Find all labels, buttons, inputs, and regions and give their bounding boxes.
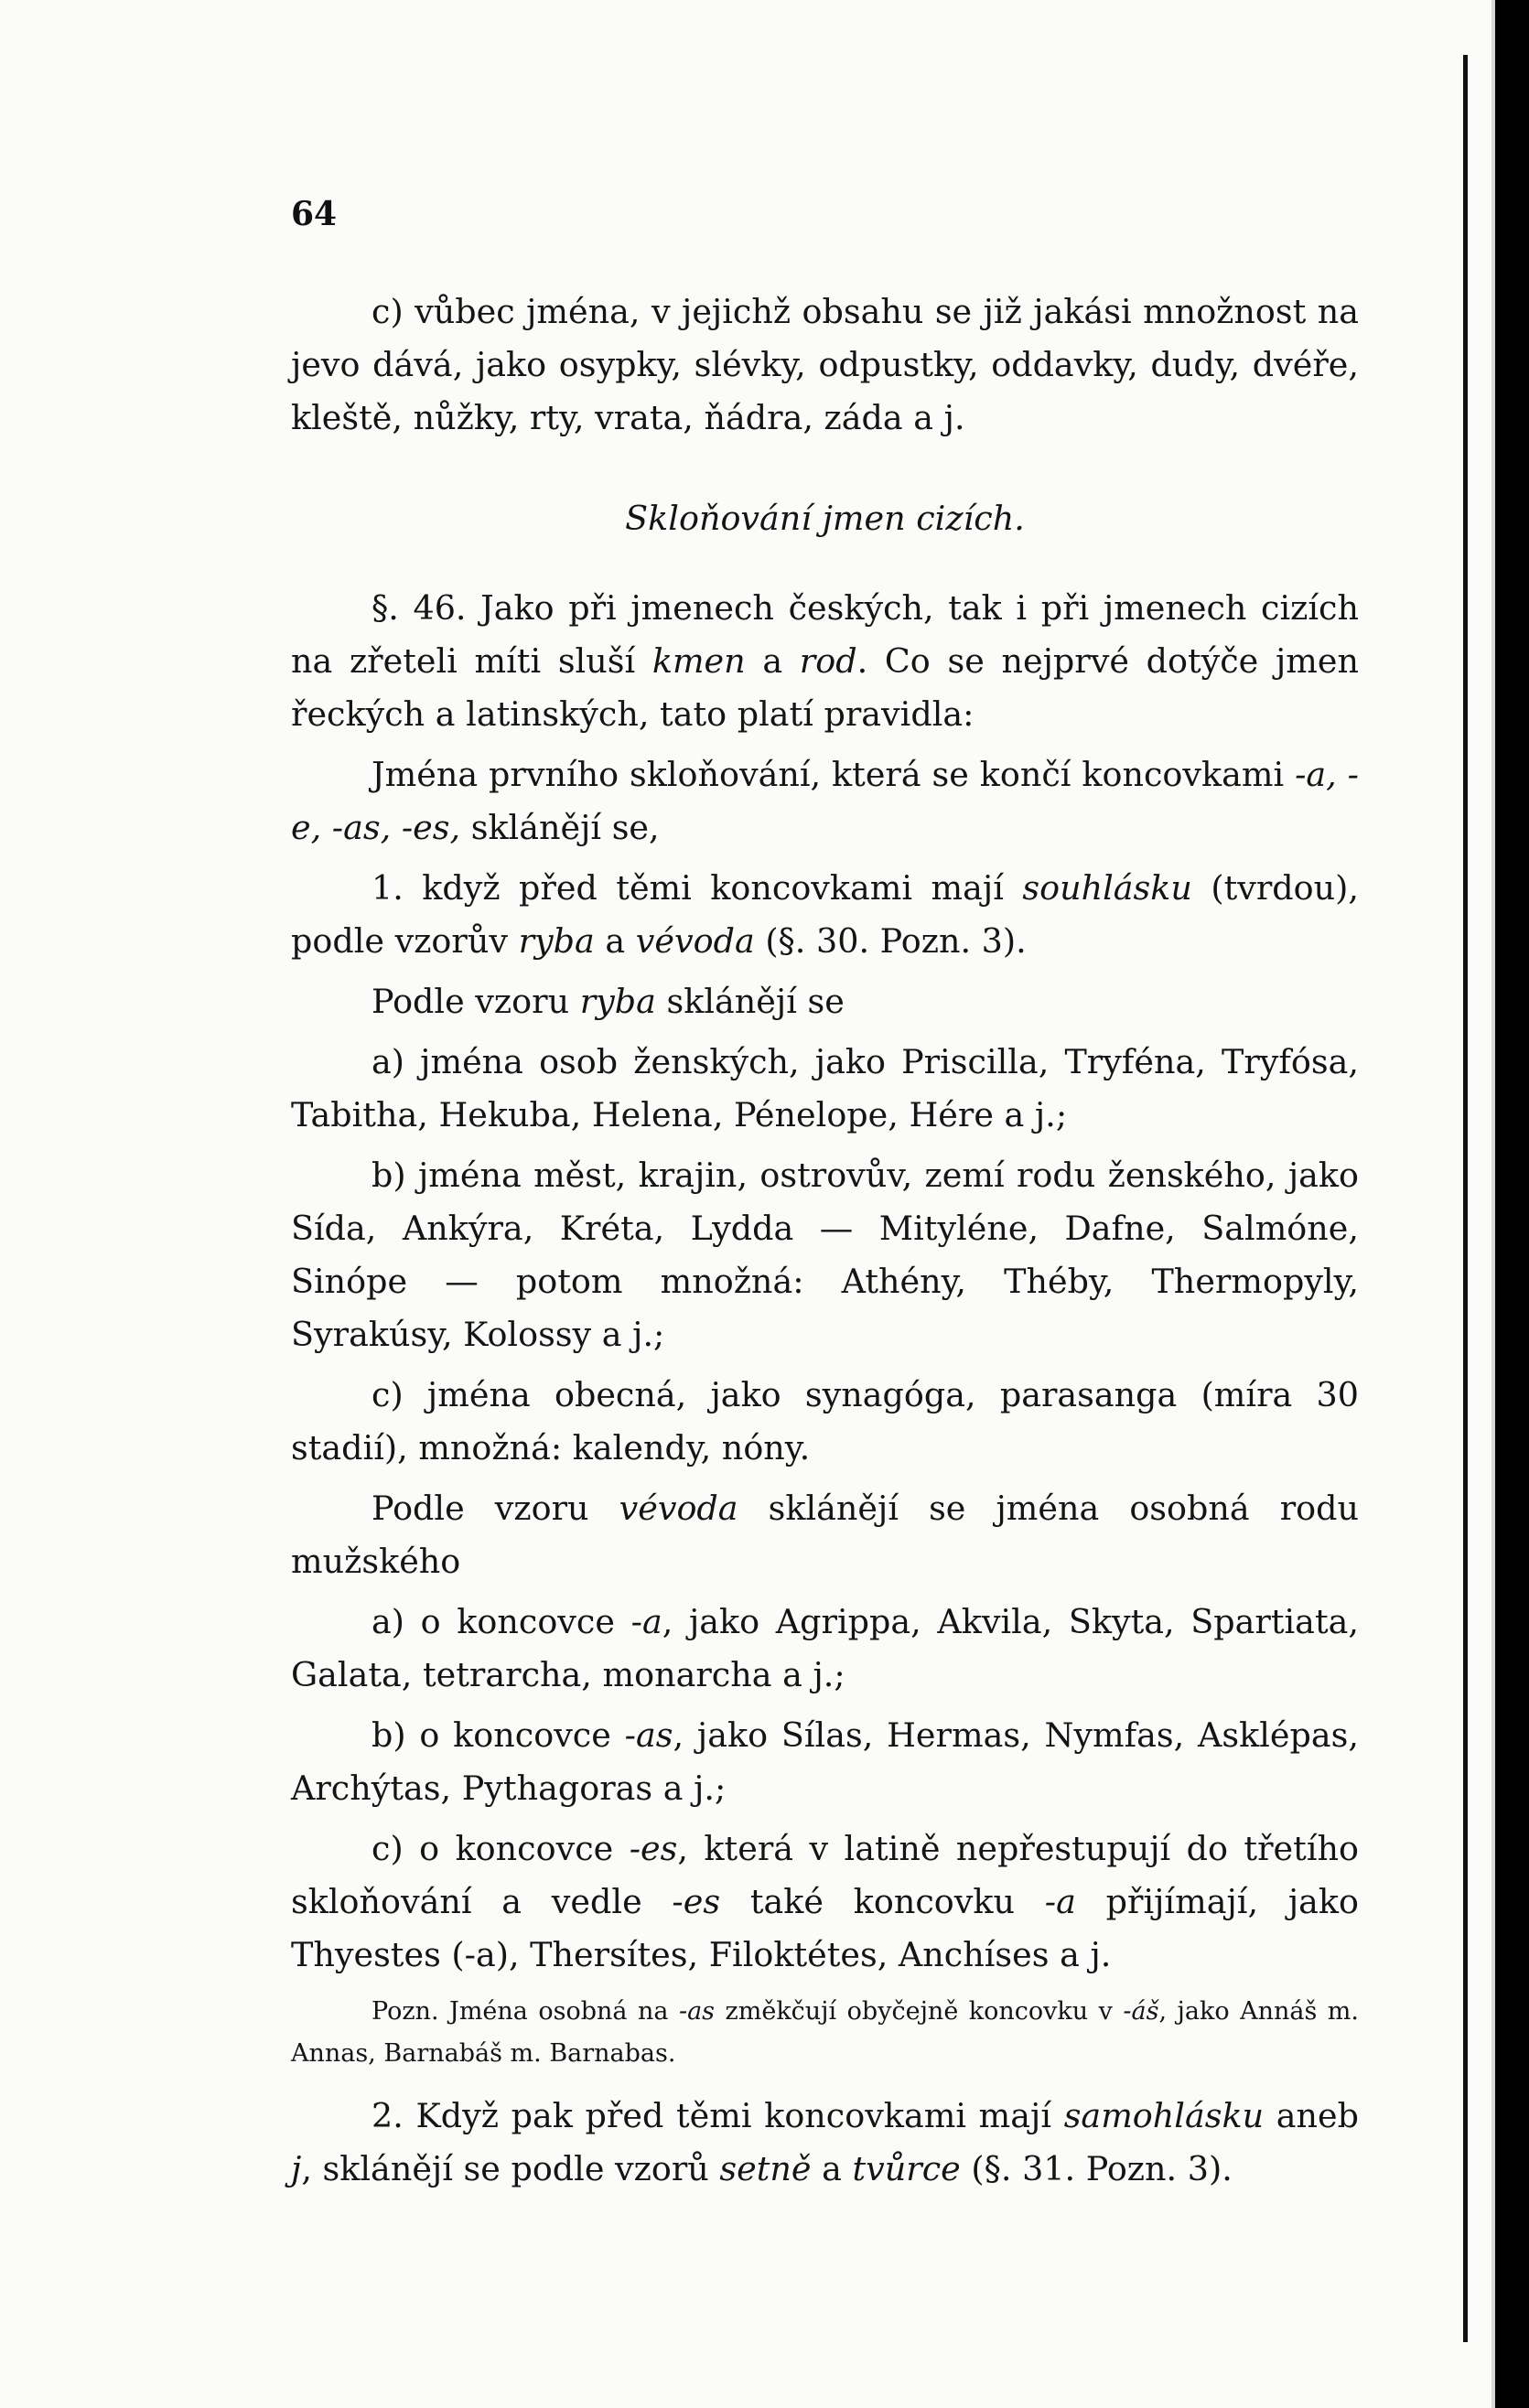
paragraph-vevoda-intro: Podle vzoru vévoda sklánějí se jména osobná rodu mužského <box>291 1489 1359 1581</box>
page-number: 64 <box>291 195 338 233</box>
paragraph-rule-2: 2. Když pak před těmi koncovkami mají samohlásku aneb j, sklánějí se podle vzorů setně a tvůrce (§. 31. Pozn. 3). <box>291 2096 1359 2188</box>
section-heading: Skloňování jmen cizích. <box>625 499 1025 538</box>
paragraph-c-plural-names: c) vůbec jména, v jejichž obsahu se již jakási množnost na jevo dává, jako osypky, slévky, odpustky, oddavky, dudy, dvéře, kleště, nůžky, rty, vrata, ňádra, záda a j. <box>291 292 1359 437</box>
paragraph-ryba-c: c) jména obecná, jako synagóga, parasanga (míra 30 stadií), množná: kalendy, nóny. <box>291 1375 1359 1467</box>
paragraph-vevoda-c: c) o koncovce -es, která v latině nepřestupují do třetího skloňování a vedle -es také koncovku -a přijímají, jako Thyestes (-a), Thersítes, Filoktétes, Anchíses a j. <box>291 1829 1359 1974</box>
page-body <box>291 285 1359 2203</box>
paragraph-ryba-b: b) jména měst, krajin, ostrovův, zemí rodu ženského, jako Sída, Ankýra, Kréta, Lydda — Mityléne, Dafne, Salmóne, Sinópe — potom množná: Athény, Théby, Thermopyly, Syrakúsy, Kolossy a j.; <box>291 1156 1359 1354</box>
paragraph-vevoda-b: b) o koncovce -as, jako Sílas, Hermas, Nymfas, Asklépas, Archýtas, Pythagoras a j.; <box>291 1715 1359 1808</box>
paragraph-first-declension: Jména prvního skloňování, která se končí koncovkami -a, -e, -as, -es, sklánějí se, <box>291 755 1359 847</box>
paragraph-section-46: §. 46. Jako při jmenech českých, tak i při jmenech cizích na zřeteli míti sluší kmen a rod. Co se nejprvé dotýče jmen řeckých a latinských, tato platí pravidla: <box>291 588 1359 734</box>
paragraph-rule-1: 1. když před těmi koncovkami mají souhlásku (tvrdou), podle vzorův ryba a vévoda (§. 30. Pozn. 3). <box>291 868 1359 961</box>
paragraph-ryba-intro: Podle vzoru ryba sklánějí se <box>371 982 845 1021</box>
paragraph-ryba-a: a) jména osob ženských, jako Priscilla, Tryféna, Tryfósa, Tabitha, Hekuba, Helena, Pénelope, Hére a j.; <box>291 1042 1359 1134</box>
paragraph-vevoda-a: a) o koncovce -a, jako Agrippa, Akvila, Skyta, Spartiata, Galata, tetrarcha, monarcha a j.; <box>291 1602 1359 1694</box>
scan-edge-line <box>1463 55 1468 2342</box>
footnote: Pozn. Jména osobná na -as změkčují obyčejně koncovku v -áš, jako Annáš m. Annas, Barnabáš m. Barnabas. <box>291 1997 1359 2068</box>
